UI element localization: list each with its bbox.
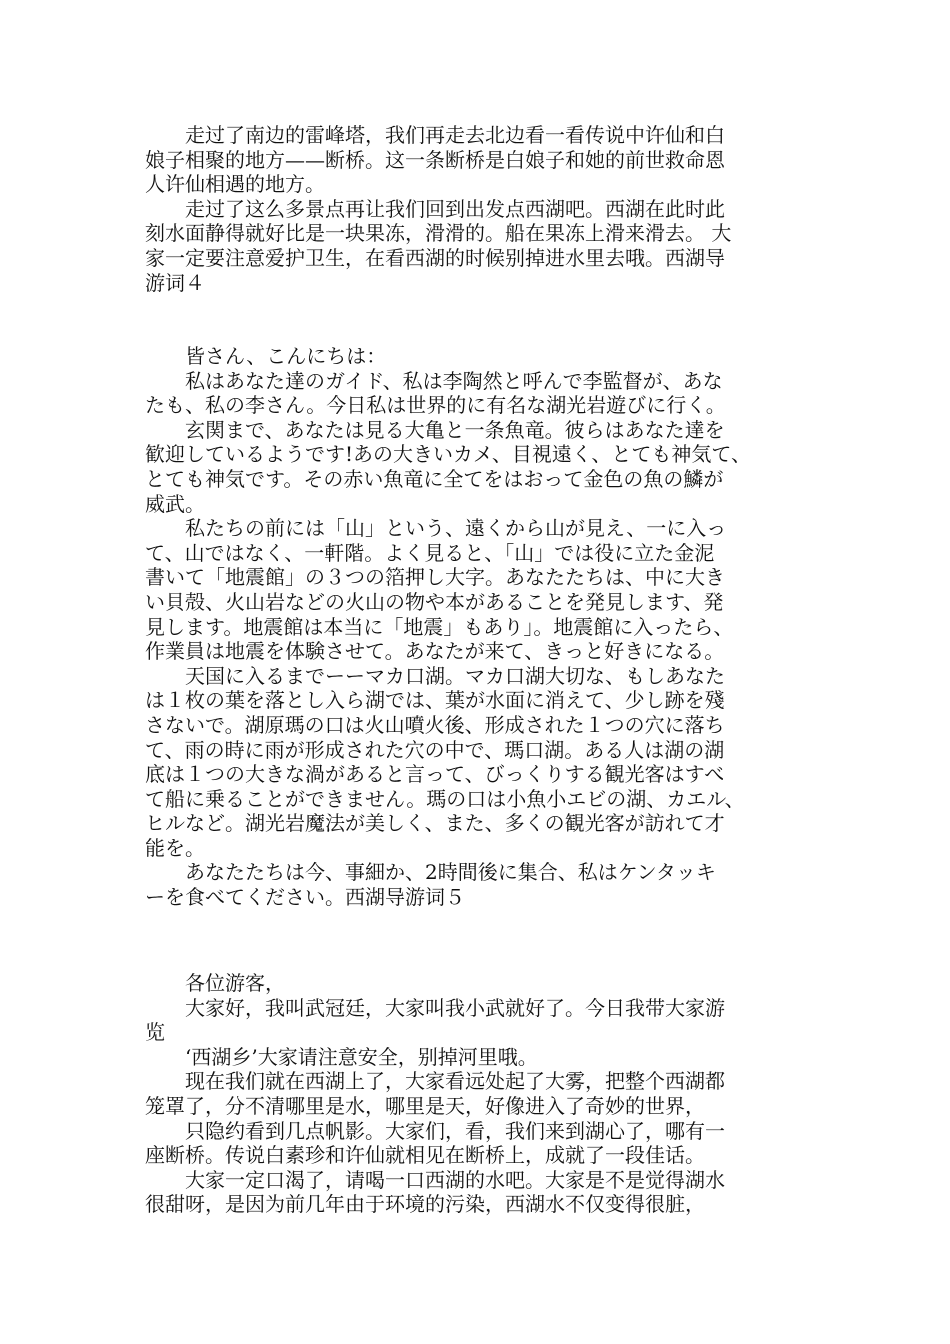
text-block: 走过了南边的雷峰塔，我们再走去北边看一看传说中许仙和白 娘子相聚的地方——断桥。这一条断桥是白娘子和她的前世救命恩 人许仙相遇的地方。 走过了这么多景点再让我们回到出发点西湖吧。西湖在此时此 刻水面静得就好比是一块果冻，滑滑的。船在果冻上滑来滑去。 大 家一定要注意爱护卫生，在看西湖的时候别掉进水里去哦。西湖导 游词４ [145, 123, 732, 295]
text-block: 皆さん、こんにちは： 私はあなた達のガイド、私は李陶然と呼んで李監督が、あな たも、私の李さん。今日私は世界的に有名な湖光岩遊びに行く。 玄関まで、あなたは見る大亀と一条魚竜。彼らはあなた達を 歓迎しているようです!あの大きいカメ、目視遠く、とても神気て、 とても神気です。その赤い魚竜に全てをはおって金色の魚の鱗が 威武。 私たちの前には「山」という、遠くから山が見え、一に入っ て、山ではなく、一軒階。よく見ると、「山」では役に立た金泥 書いて「地震館」の３つの箔押し大字。あなたたちは、中に大き い貝殻、火山岩などの火山の物や本があることを発見します、発 見します。地震館は本当に「地震」もあり」。地震館に入ったら、 作業員は地震を体験させて。あなたが来て、きっと好きになる。 天国に入るまでーーマカ口湖。マカ口湖大切な、もしあなた は１枚の葉を落とし入ら湖では、葉が水面に消えて、少し跡を殘 さないで。湖原瑪の口は火山噴火後、形成された１つの穴に落ち て、雨の時に雨が形成された穴の中で、瑪口湖。ある人は湖の湖 底は１つの大きな渦があると言って、びっくりする観光客はすべ て船に乗ることができません。瑪の口は小魚小エビの湖、カエル、 ヒルなど。湖光岩魔法が美しく、また、多くの観光客が訪れて才 能を。 あなたたちは今、事細か、2時間後に集合、私はケンタッキ ーを食べてください。西湖导游词５ [145, 344, 752, 910]
text-block: 各位游客， 大家好，我叫武冠廷，大家叫我小武就好了。今日我带大家游 览 ‘西湖乡’大家请注意安全，别掉河里哦。 现在我们就在西湖上了，大家看远处起了大雾，把整个西湖都 笼罩了，分不清哪里是水，哪里是天，好像进入了奇妙的世界， 只隐约看到几点帆影。大家们，看，我们来到湖心了，哪有一 座断桥。传说白素珍和许仙就相见在断桥上，成就了一段佳话。 大家一定口渴了，请喝一口西湖的水吧。大家是不是觉得湖水 很甜呀，是因为前几年由于环境的污染，西湖水不仅变得很脏， [145, 971, 725, 1217]
